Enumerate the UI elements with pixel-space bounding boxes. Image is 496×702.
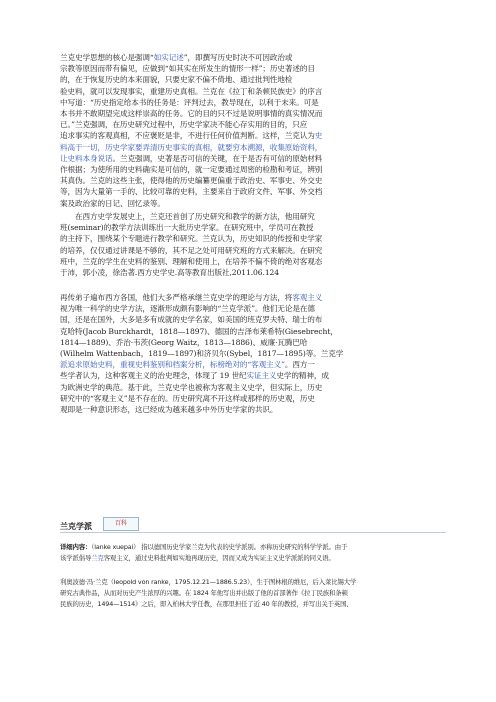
link-text[interactable]: 让史料本身说话 [60,153,113,163]
link-text[interactable]: 追求原始史料，重视史料鉴别和档案分析，标榜绝对的“客观主义” [67,360,285,370]
text-line [60,63,446,74]
baike-title: 兰克学派 [60,521,92,531]
paragraph-seminar-method [60,211,446,267]
text-line [60,108,446,119]
text-segment: 客观主义，通过史料批判如实地再现历史，因而又成为实证主义史学派派的同义语。 [103,554,335,562]
text-segment: 研究古典作品，从而对历史产生浓厚的兴趣。在 1824 年他写出并出版了他的首部著作《拉丁民族和条顿 [60,589,348,597]
text-segment: 视为唯一科学的史学方法，逐渐形成颇有影响的“兰克学派”。他们无论是在德 [60,304,315,314]
text-line [60,314,446,325]
text-segment: 的主持下，围绕某个专题进行教学和研究。兰克认为，历史知识的传授和史学家 [60,234,323,244]
text-line [60,222,446,233]
link-text[interactable]: 料高于一切，历史学家要弄清历史事实的真相，就要穷本溯源，收集原始资料， [60,142,323,152]
text-line [60,359,446,370]
text-line [60,599,446,610]
text-line [60,86,446,97]
link-text[interactable]: 兰克 [91,554,104,562]
text-line [60,348,446,359]
link-text[interactable]: 实证主义 [246,371,277,381]
link-text[interactable]: 派 [60,360,68,370]
text-segment: 。兰克强调，史著是否可信的关键，在于是否有可信的原始材料 [112,153,323,163]
text-line [60,577,446,588]
text-segment: 为欧洲史学的典范。基于此，兰克史学也被称为客观主义史学，但实际上，历史 [60,382,323,392]
text-line [60,153,446,164]
text-line [60,142,446,153]
paragraph-ranke-school [60,292,446,415]
text-line [60,175,446,186]
paragraph-core-thought [60,52,446,209]
text-line [60,393,446,404]
text-segment: 民族的历史，1494—1514》之后，即入柏林大学任教，在那里担任了近 40 年的教授，并写出关于英国、 [60,600,353,608]
link-text[interactable]: 如实记述 [153,53,184,62]
text-line [60,52,446,63]
label-text: 详细内容： [60,543,92,551]
text-line [60,303,446,314]
text-segment: 已。”兰克强调，在历史研究过程中，历史学家决不能心存实用的目的，只应 [60,120,308,130]
text-line [60,382,446,393]
text-segment: 1814—1889)、乔治·韦茨(Georg Waitz，1813—1886)、威廉·瓦腾巴哈 [60,337,308,347]
text-segment: 班中，兰克的学生在史料的鉴别、理解和使用上，在培养不偏不倚的绝对客观态 [60,256,323,266]
baike-detail [60,542,446,564]
text-segment: （lanke xuepai） 指以德国历史学家兰克为代表的史学派别。亦称历史研究的科学学派。由于 [91,543,348,551]
text-segment: 宗教等原因而带有偏见，应做到“如其实在所发生的情形一样”；历史著述的目 [60,64,315,74]
text-segment: 作根据；为使所用的史料确实是可信的，就一定要通过周密的检勘和考证，辨别 [60,165,323,175]
text-segment: 案及政治家的日记、回忆录等。 [60,198,165,208]
text-line [60,404,446,415]
text-line [60,337,446,348]
text-line [60,186,446,197]
citation-text: 于沛，郭小凌，徐浩著.西方史学史.高等教育出版社,2011.06.124 [60,268,280,277]
text-segment: 兰克史学思想的核心是强调“ [60,53,154,62]
text-line [60,245,446,256]
text-segment: 该学派倡导 [60,554,92,562]
text-line [60,233,446,244]
text-line [60,211,446,222]
text-segment: 班(seminar)的教学方法训练出一大批历史学家。在研究班中，学员可在教授 [60,223,314,233]
text-line [60,553,446,564]
text-line [60,74,446,85]
ranke-biography [60,577,446,610]
text-segment: 验史料，就可以发现事实，重建历史真相。兰克在《拉丁和条顿民族史》的序言 [60,86,323,96]
link-text[interactable]: 客观主义 [292,293,323,302]
text-line [60,97,446,108]
text-segment: 些学者认为，这种客观主义的治史理念，体现了 19 世纪 [60,371,247,381]
text-segment: 本书并不敢期望完成这样崇高的任务。它的目的只不过是说明事情的真实情况而 [60,109,323,119]
text-segment: 在西方史学发展史上，兰克还首创了历史研究和教学的新方法，他用研究 [60,212,315,221]
text-segment: 其真伪。兰克的这些主张，使得他的历史编纂更偏重于政治史、军事史、外交史 [60,176,323,186]
text-segment: 再传弟子遍布西方各国，他们大多严格承继兰克史学的理论与方法，将 [60,293,293,302]
text-segment: 利奥波德·冯·兰克（leopold von ranke，1795.12.21—1886.5.23），生于图林根的维厄，后入莱比锡大学 [60,578,357,586]
text-line [60,326,446,337]
text-segment: 国，还是在国外，大多是多有成就的史学名家，如美国的班克罗夫特、瑞士的布 [60,315,323,325]
text-segment: (Wilhelm Wattenbach，1819—1897)和济贝尔(Sybel，1817—1895)等。兰克学 [60,349,344,359]
text-segment: 研究中的“客观主义”是不存在的。历史研究离不开这样或那样的历史观，历史 [60,393,315,403]
text-segment: 观即是一种意识形态，这已经成为越来越多中外历史学家的共识。 [60,405,278,415]
text-segment: 的，在于恢复历史的本来面貌，只要史家不偏不倚地、通过批判性地检 [60,75,293,85]
text-line [60,198,446,209]
text-segment: 追求事实的客观真相，不应褒贬是非，不进行任何价值判断。这样，兰克认为 [60,131,315,141]
text-segment: ”，即撰写历史时决不可因政治或 [183,53,293,62]
text-segment: 。西方一 [284,360,315,370]
text-line [60,292,446,303]
text-line [60,588,446,599]
divider [60,532,446,533]
text-line [60,119,446,130]
baike-logo[interactable]: 百科 [103,517,139,531]
text-segment: 史学的精神，成 [276,371,329,381]
citation [60,267,446,278]
text-segment: 克哈特(Jacob Burckhardt，1818—1897)、德国的吉泽布莱希特(Giesebrecht， [60,326,338,336]
text-line [60,130,446,141]
text-line [60,164,446,175]
text-segment: 中写道：“历史指定给本书的任务是：评判过去，教导现在，以利于未来。可是 [60,97,319,107]
text-line [60,542,446,553]
text-line [60,256,446,267]
link-text[interactable]: 史 [314,131,323,141]
text-segment: 的培养，仅仅通过讲课是不够的，其不足之处可用研究班的方式来解决。在研究 [60,245,323,255]
text-line [60,370,446,381]
text-segment: 等，因为大量第一手的、比较可靠的史料，主要来自于政府文件、军事、外交档 [60,187,323,197]
